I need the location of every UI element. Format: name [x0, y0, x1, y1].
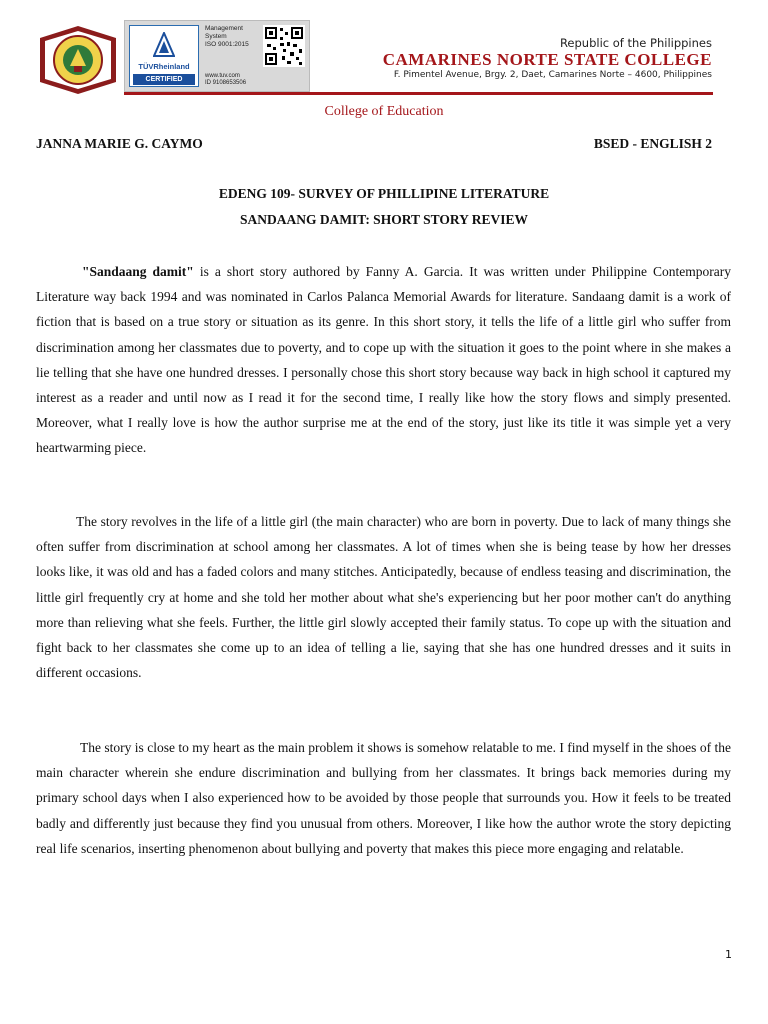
story-title-bold: "Sandaang damit" — [82, 264, 194, 279]
tuv-site: www.tuv.com — [205, 73, 240, 79]
college-seal-logo — [36, 24, 120, 96]
qr-code-icon — [263, 25, 305, 67]
tuv-line: Management — [205, 25, 243, 32]
tuv-line: ISO 9001:2015 — [205, 41, 249, 48]
college-name: CAMARINES NORTE STATE COLLEGE — [382, 50, 712, 69]
tuv-standard-text — [205, 25, 261, 49]
header-divider — [124, 92, 713, 95]
iso-certification-badge — [124, 20, 310, 92]
letterhead — [0, 0, 768, 100]
review-title: SANDAANG DAMIT: SHORT STORY REVIEW — [239, 212, 529, 227]
paragraph-2: The story revolves in the life of a little girl (the main character) who are born in poverty. Due to lack of many things she often suffer from discrimination at school among her classmates. A lot of times when she is being tease by how her dresses looks like, it was old and has a faded colors and many stitches. Anticipatedly, because of endless teasing and discrimination, the little girl frequently cry at home and she told her mother about what she's experiencing but her poor mother can't do anything more than relieving what she feels. Further, the little girl slowly accepted their family status. To cope up with the situation and fight back to her classmates she come up to an idea of telling a lie, saying that she has one hundred dresses and it suits in different occasions. — [36, 514, 731, 681]
course-label: BSED - ENGLISH 2 — [593, 136, 712, 151]
paragraph-1-text: is a short story authored by Fanny A. Garcia. It was written under Philippine Contemporary Literature way back 1994 and was nominated in Carlos Palanca Memorial Awards for literature. Sandaang damit is a work of fiction that is based on a true story or situation as its genre. In this short story, it tells the life of a little girl who suffer from discrimination among her classmates due to poverty, and to cope up with the situation it goes to the point where in she makes a lie telling that she have one hundred dresses. I personally chose this short story because way back in high school it captured my interest as a reader and until now as I read it for the second time, I really like how the story flows and simply presented. Moreover, what I really love is how the author surprise me at the end of the story, just like its title it was simple yet a very heartwarming piece. — [36, 264, 731, 456]
course-title: EDENG 109- SURVEY OF PHILLIPINE LITERATURE — [218, 186, 550, 201]
tuv-brand: TÜVRheinland — [138, 62, 190, 71]
republic-line: Republic of the Philippines — [559, 36, 712, 50]
tuv-id: ID 9108653506 — [205, 80, 247, 86]
tuv-certified-label: CERTIFIED — [133, 74, 195, 85]
page-number: 1 — [725, 948, 732, 961]
tuv-id-text — [205, 73, 305, 87]
student-name: JANNA MARIE G. CAYMO — [36, 136, 203, 151]
paragraph-1 — [36, 259, 731, 461]
tuv-logo — [129, 25, 199, 87]
tuv-triangle-icon — [153, 32, 175, 58]
paragraph-3: The story is close to my heart as the main problem it shows is somehow relatable to me. I find myself in the shoes of the main character wherein she endure discrimination and bullying from her classmates. It brings back memories during my primary school days when I also experienced how to be avoided by those people that surrounds you. How it feels to be treated badly and differently just because they find you unusual from others. Moreover, I like how the author wrote the story depicting real life scenarios, inserting phenomenon about bullying and poverty that makes this piece more engaging and relatable. — [36, 740, 731, 856]
department-name: College of Education — [324, 104, 444, 119]
tuv-line: System — [205, 33, 227, 40]
college-address: F. Pimentel Avenue, Brgy. 2, Daet, Camarines Norte – 4600, Philippines — [393, 70, 712, 80]
